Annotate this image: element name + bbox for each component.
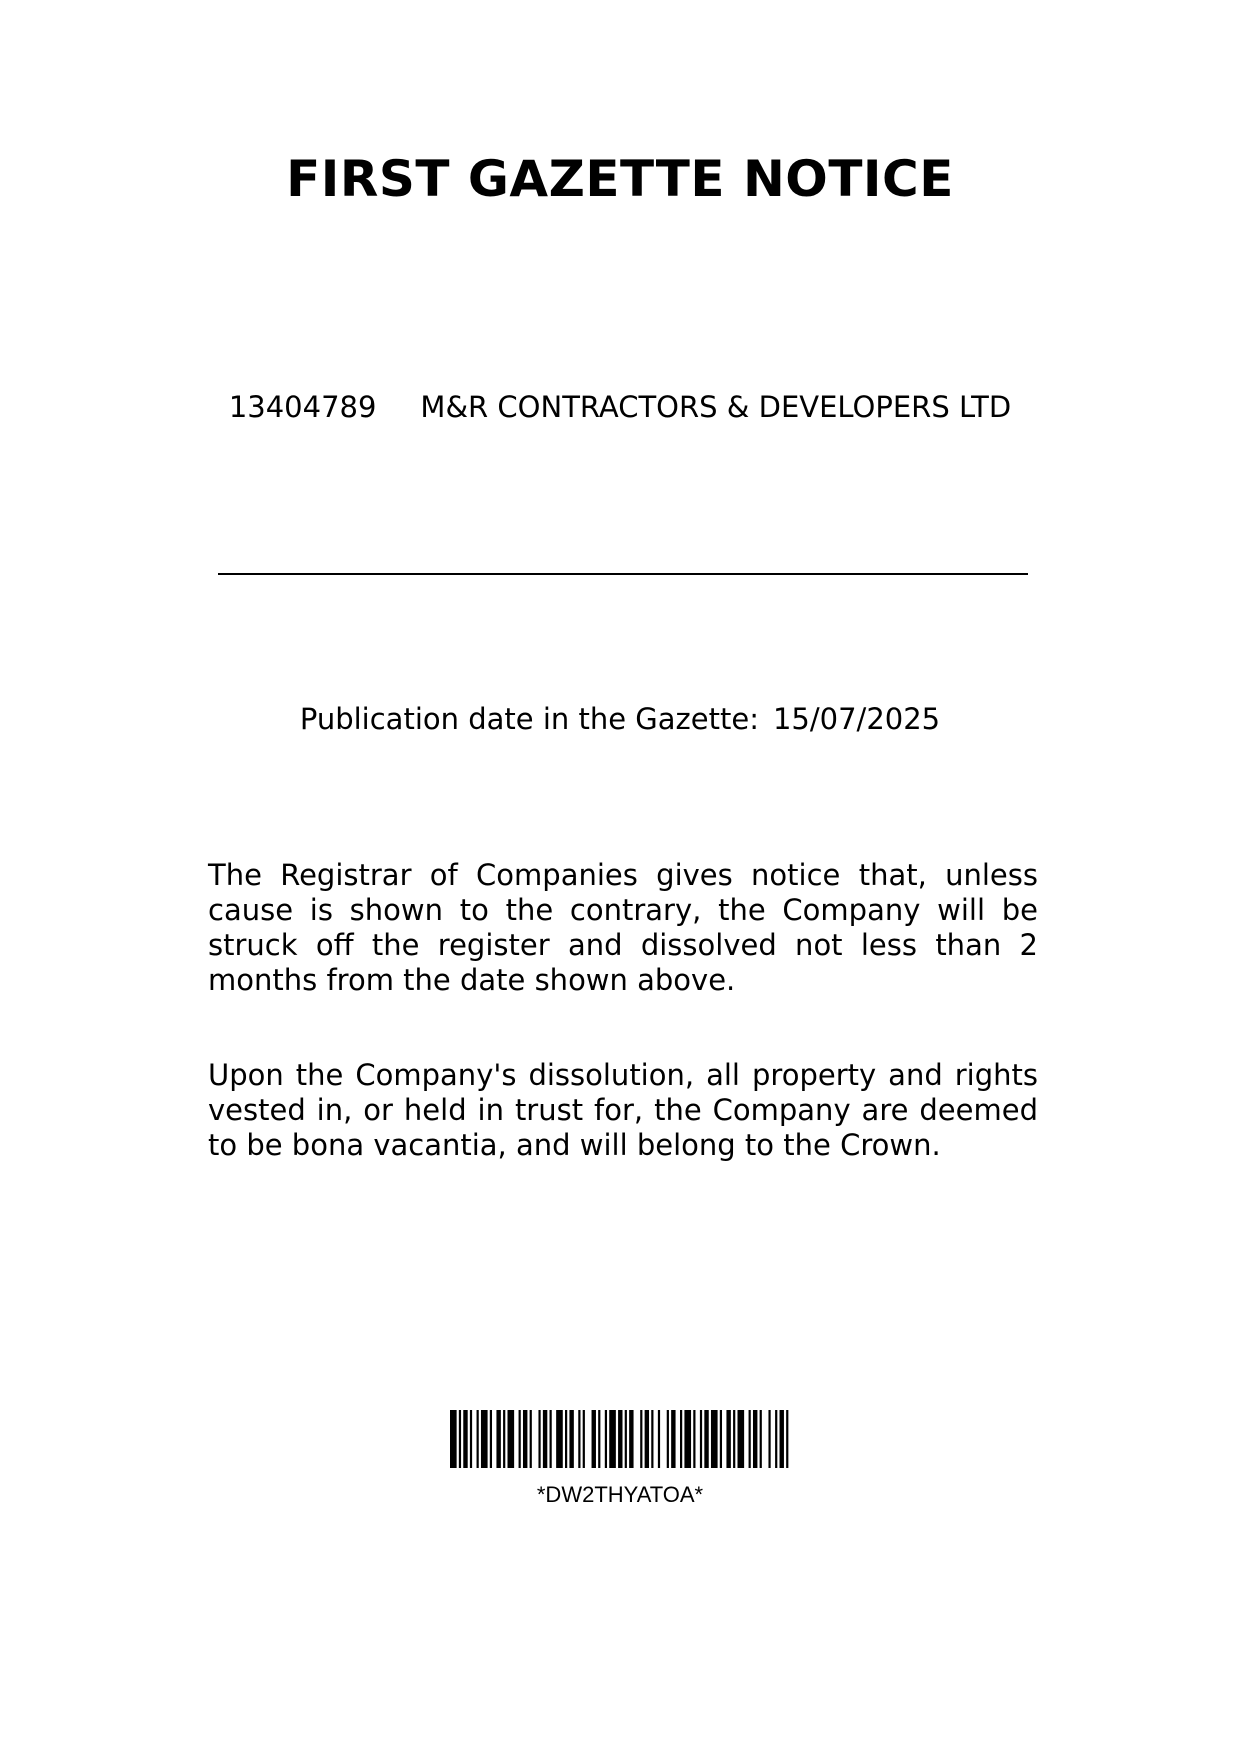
publication-label: Publication date in the Gazette:	[299, 702, 759, 736]
company-line	[0, 390, 1240, 424]
notice-title: FIRST GAZETTE NOTICE	[286, 150, 954, 208]
barcode-icon	[450, 1410, 795, 1468]
barcode-text: *DW2THYATOA*	[536, 1482, 704, 1507]
notice-paragraph-strike-off: The Registrar of Companies gives notice that, unless cause is shown to the contrary, the Company will be struck off the register and dissolved not less than 2 months from the date shown above.	[208, 858, 1038, 997]
company-number: 13404789	[228, 390, 377, 424]
divider	[218, 573, 1028, 575]
publication-line	[0, 702, 1240, 736]
company-name: M&R CONTRACTORS & DEVELOPERS LTD	[420, 390, 1012, 424]
publication-date: 15/07/2025	[772, 702, 941, 736]
notice-paragraph-bona-vacantia: Upon the Company's dissolution, all property and rights vested in, or held in trust for, the Company are deemed to be bona vacantia, and will belong to the Crown.	[208, 1058, 1038, 1162]
